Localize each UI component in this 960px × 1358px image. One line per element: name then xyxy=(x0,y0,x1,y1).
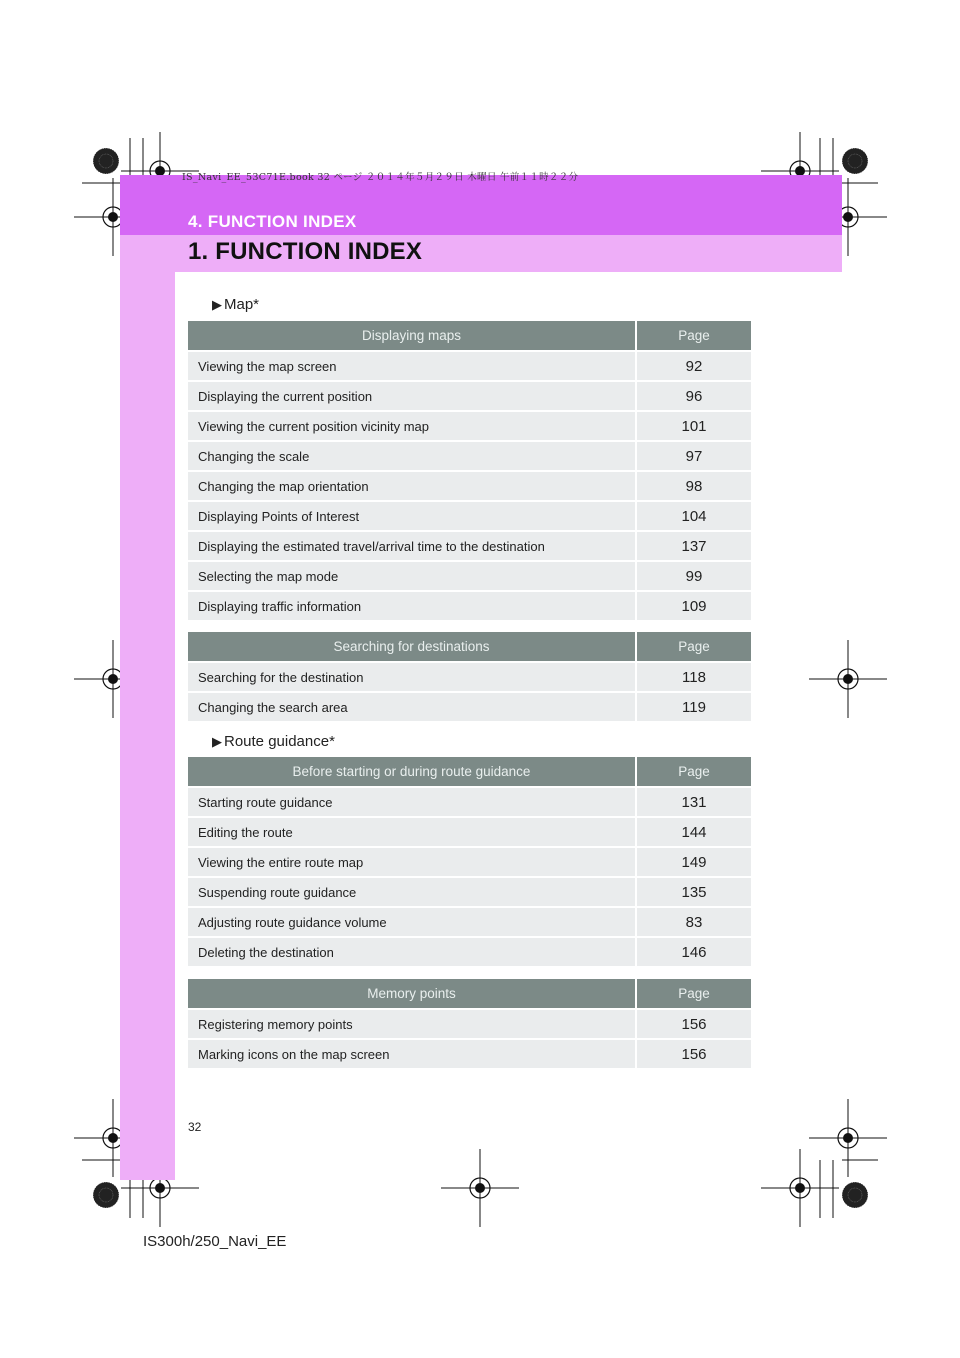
row-page[interactable]: 97 xyxy=(636,441,751,471)
row-label: Viewing the current position vicinity map xyxy=(188,411,636,441)
table-header: Memory points xyxy=(188,979,636,1009)
row-page[interactable]: 156 xyxy=(636,1009,751,1039)
row-page[interactable]: 137 xyxy=(636,531,751,561)
page-header: Page xyxy=(636,321,751,351)
table-row xyxy=(188,351,751,381)
row-label: Deleting the destination xyxy=(188,937,636,966)
table-row xyxy=(188,787,751,817)
row-page[interactable]: 131 xyxy=(636,787,751,817)
row-page[interactable]: 146 xyxy=(636,937,751,966)
table-row xyxy=(188,471,751,501)
table-row xyxy=(188,662,751,692)
row-label: Suspending route guidance xyxy=(188,877,636,907)
row-label: Displaying the current position xyxy=(188,381,636,411)
row-page[interactable]: 92 xyxy=(636,351,751,381)
row-page[interactable]: 104 xyxy=(636,501,751,531)
table-header: Before starting or during route guidance xyxy=(188,757,636,787)
page-number: 32 xyxy=(188,1120,202,1134)
page-header: Page xyxy=(636,979,751,1009)
table-row xyxy=(188,381,751,411)
row-label: Selecting the map mode xyxy=(188,561,636,591)
table-header: Displaying maps xyxy=(188,321,636,351)
row-label: Displaying the estimated travel/arrival time to the destination xyxy=(188,531,636,561)
row-label: Changing the scale xyxy=(188,441,636,471)
row-page[interactable]: 109 xyxy=(636,591,751,620)
row-label: Marking icons on the map screen xyxy=(188,1039,636,1068)
row-page[interactable]: 119 xyxy=(636,692,751,721)
row-page[interactable]: 135 xyxy=(636,877,751,907)
table-header: Searching for destinations xyxy=(188,632,636,662)
table-row xyxy=(188,907,751,937)
page-header: Page xyxy=(636,632,751,662)
table-row xyxy=(188,561,751,591)
table-memory-points xyxy=(188,979,751,1068)
row-page[interactable]: 144 xyxy=(636,817,751,847)
section-label: 4. FUNCTION INDEX xyxy=(188,212,357,231)
subhead-label: Route guidance* xyxy=(224,733,335,750)
row-label: Editing the route xyxy=(188,817,636,847)
row-label: Adjusting route guidance volume xyxy=(188,907,636,937)
table-route-guidance xyxy=(188,757,751,966)
row-page[interactable]: 83 xyxy=(636,907,751,937)
footer-model: IS300h/250_Navi_EE xyxy=(143,1233,287,1250)
row-page[interactable]: 98 xyxy=(636,471,751,501)
row-label: Viewing the entire route map xyxy=(188,847,636,877)
table-row xyxy=(188,441,751,471)
table-row xyxy=(188,501,751,531)
table-row xyxy=(188,692,751,721)
row-label: Changing the search area xyxy=(188,692,636,721)
row-page[interactable]: 96 xyxy=(636,381,751,411)
triangle-icon: ▶ xyxy=(212,734,222,749)
row-label: Registering memory points xyxy=(188,1009,636,1039)
page-header: Page xyxy=(636,757,751,787)
row-label: Displaying traffic information xyxy=(188,591,636,620)
side-band xyxy=(120,175,175,1180)
row-label: Changing the map orientation xyxy=(188,471,636,501)
table-row xyxy=(188,847,751,877)
row-page[interactable]: 118 xyxy=(636,662,751,692)
subhead-route-guidance xyxy=(212,733,335,750)
table-row xyxy=(188,591,751,620)
row-label: Viewing the map screen xyxy=(188,351,636,381)
table-displaying-maps xyxy=(188,321,751,620)
table-row xyxy=(188,877,751,907)
table-row xyxy=(188,937,751,966)
subhead-map xyxy=(212,296,259,313)
page-title: 1. FUNCTION INDEX xyxy=(188,238,423,265)
print-info: IS_Navi_EE_53C71E.book 32 ページ ２０１４年５月２９日 木曜日 午前１１時２２分 xyxy=(182,172,579,183)
table-row xyxy=(188,531,751,561)
row-page[interactable]: 156 xyxy=(636,1039,751,1068)
row-page[interactable]: 101 xyxy=(636,411,751,441)
table-row xyxy=(188,1009,751,1039)
row-label: Starting route guidance xyxy=(188,787,636,817)
triangle-icon: ▶ xyxy=(212,297,222,312)
subhead-label: Map* xyxy=(224,296,260,313)
table-row xyxy=(188,1039,751,1068)
row-page[interactable]: 149 xyxy=(636,847,751,877)
row-page[interactable]: 99 xyxy=(636,561,751,591)
table-row xyxy=(188,411,751,441)
row-label: Displaying Points of Interest xyxy=(188,501,636,531)
table-row xyxy=(188,817,751,847)
table-searching-destinations xyxy=(188,632,751,721)
row-label: Searching for the destination xyxy=(188,662,636,692)
